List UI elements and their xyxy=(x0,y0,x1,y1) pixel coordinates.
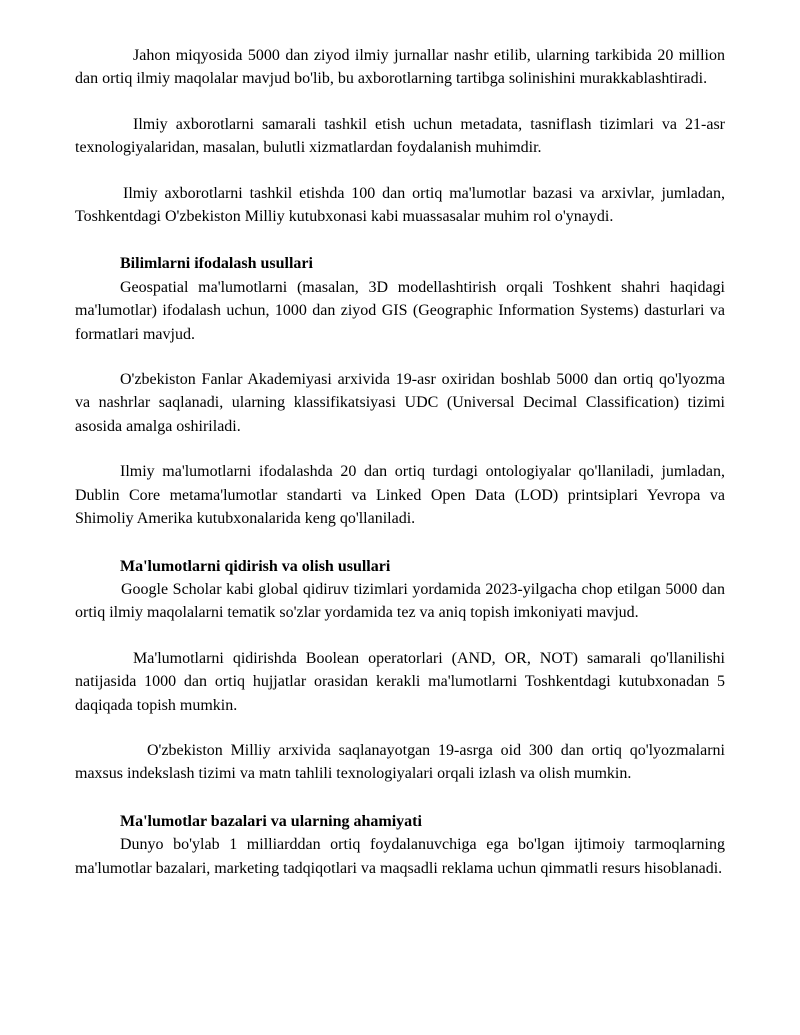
paragraph-ontologies: Ilmiy ma'lumotlarni ifodalashda 20 dan ortiq turdagi ontologiyalar qo'llaniladi, jumladan, Dublin Core metama'lumotlar standarti va Linked Open Data (LOD) printsiplari Yevropa va Shimoliy Amerika kutubxonalarida keng qo'llaniladi. xyxy=(75,463,725,528)
paragraph-journals: Jahon miqyosida 5000 dan ziyod ilmiy jurnallar nashr etilib, ularning tarkibida 20 million dan ortiq ilmiy maqolalar mavjud bo'lib, bu axborotlarning tartibga solinishini murakkablashtiradi. xyxy=(75,47,725,88)
paragraph-metadata: Ilmiy axborotlarni samarali tashkil etish uchun metadata, tasniflash tizimlari va 21-asr texnologiyalaridan, masalan, bulutli xizmatlardan foydalanish muhimdir. xyxy=(75,115,725,157)
heading-databases-importance: Ma'lumotlar bazalari va ularning ahamiyati xyxy=(120,812,422,830)
paragraph-databases-archives: Ilmiy axborotlarni tashkil etishda 100 dan ortiq ma'lumotlar bazasi va arxivlar, jumladan, Toshkentdagi O'zbekiston Milliy kutubxonasi kabi muassasalar muhim rol o'ynaydi. xyxy=(75,184,725,226)
paragraph-national-archive: O'zbekiston Milliy arxivida saqlanayotgan 19-asrga oid 300 dan ortiq qo'lyozmalarni maxsus indekslash tizimi va matn tahlili texnologiyalari orqali izlash va olish mumkin. xyxy=(75,741,725,783)
heading-retrieval-methods: Ma'lumotlarni qidirish va olish usullari xyxy=(120,557,391,575)
paragraph-geospatial: Geospatial ma'lumotlarni (masalan, 3D modellashtirish orqali Toshkent shahri haqidagi ma'lumotlar) ifodalash uchun, 1000 dan ziyod GIS (Geographic Information Systems) dasturlari va formatlari mavjud. xyxy=(75,278,725,343)
heading-knowledge-representation: Bilimlarni ifodalash usullari xyxy=(120,255,313,273)
document-body xyxy=(75,44,725,880)
paragraph-google-scholar: Google Scholar kabi global qidiruv tizimlari yordamida 2023-yilgacha chop etilgan 5000 dan ortiq ilmiy maqolalarni tematik so'zlar yordamida tez va aniq topish imkoniyati mavjud. xyxy=(75,580,725,622)
paragraph-academy-archive: O'zbekiston Fanlar Akademiyasi arxivida 19-asr oxiridan boshlab 5000 dan ortiq qo'lyozma va nashrlar saqlanadi, ularning klassifikatsiyasi UDC (Universal Decimal Classification) tizimi asosida amalga oshiriladi. xyxy=(75,371,725,435)
paragraph-boolean-operators: Ma'lumotlarni qidirishda Boolean operatorlari (AND, OR, NOT) samarali qo'llanilishi natijasida 1000 dan ortiq hujjatlar orasidan kerakli ma'lumotlarni Toshkentdagi kutubxonadan 5 daqiqada topish mumkin. xyxy=(75,649,725,714)
paragraph-social-networks: Dunyo bo'ylab 1 milliarddan ortiq foydalanuvchiga ega bo'lgan ijtimoiy tarmoqlarning ma'lumotlar bazalari, marketing tadqiqotlari va maqsadli reklama uchun qimmatli resurs hisoblanadi. xyxy=(75,836,725,877)
